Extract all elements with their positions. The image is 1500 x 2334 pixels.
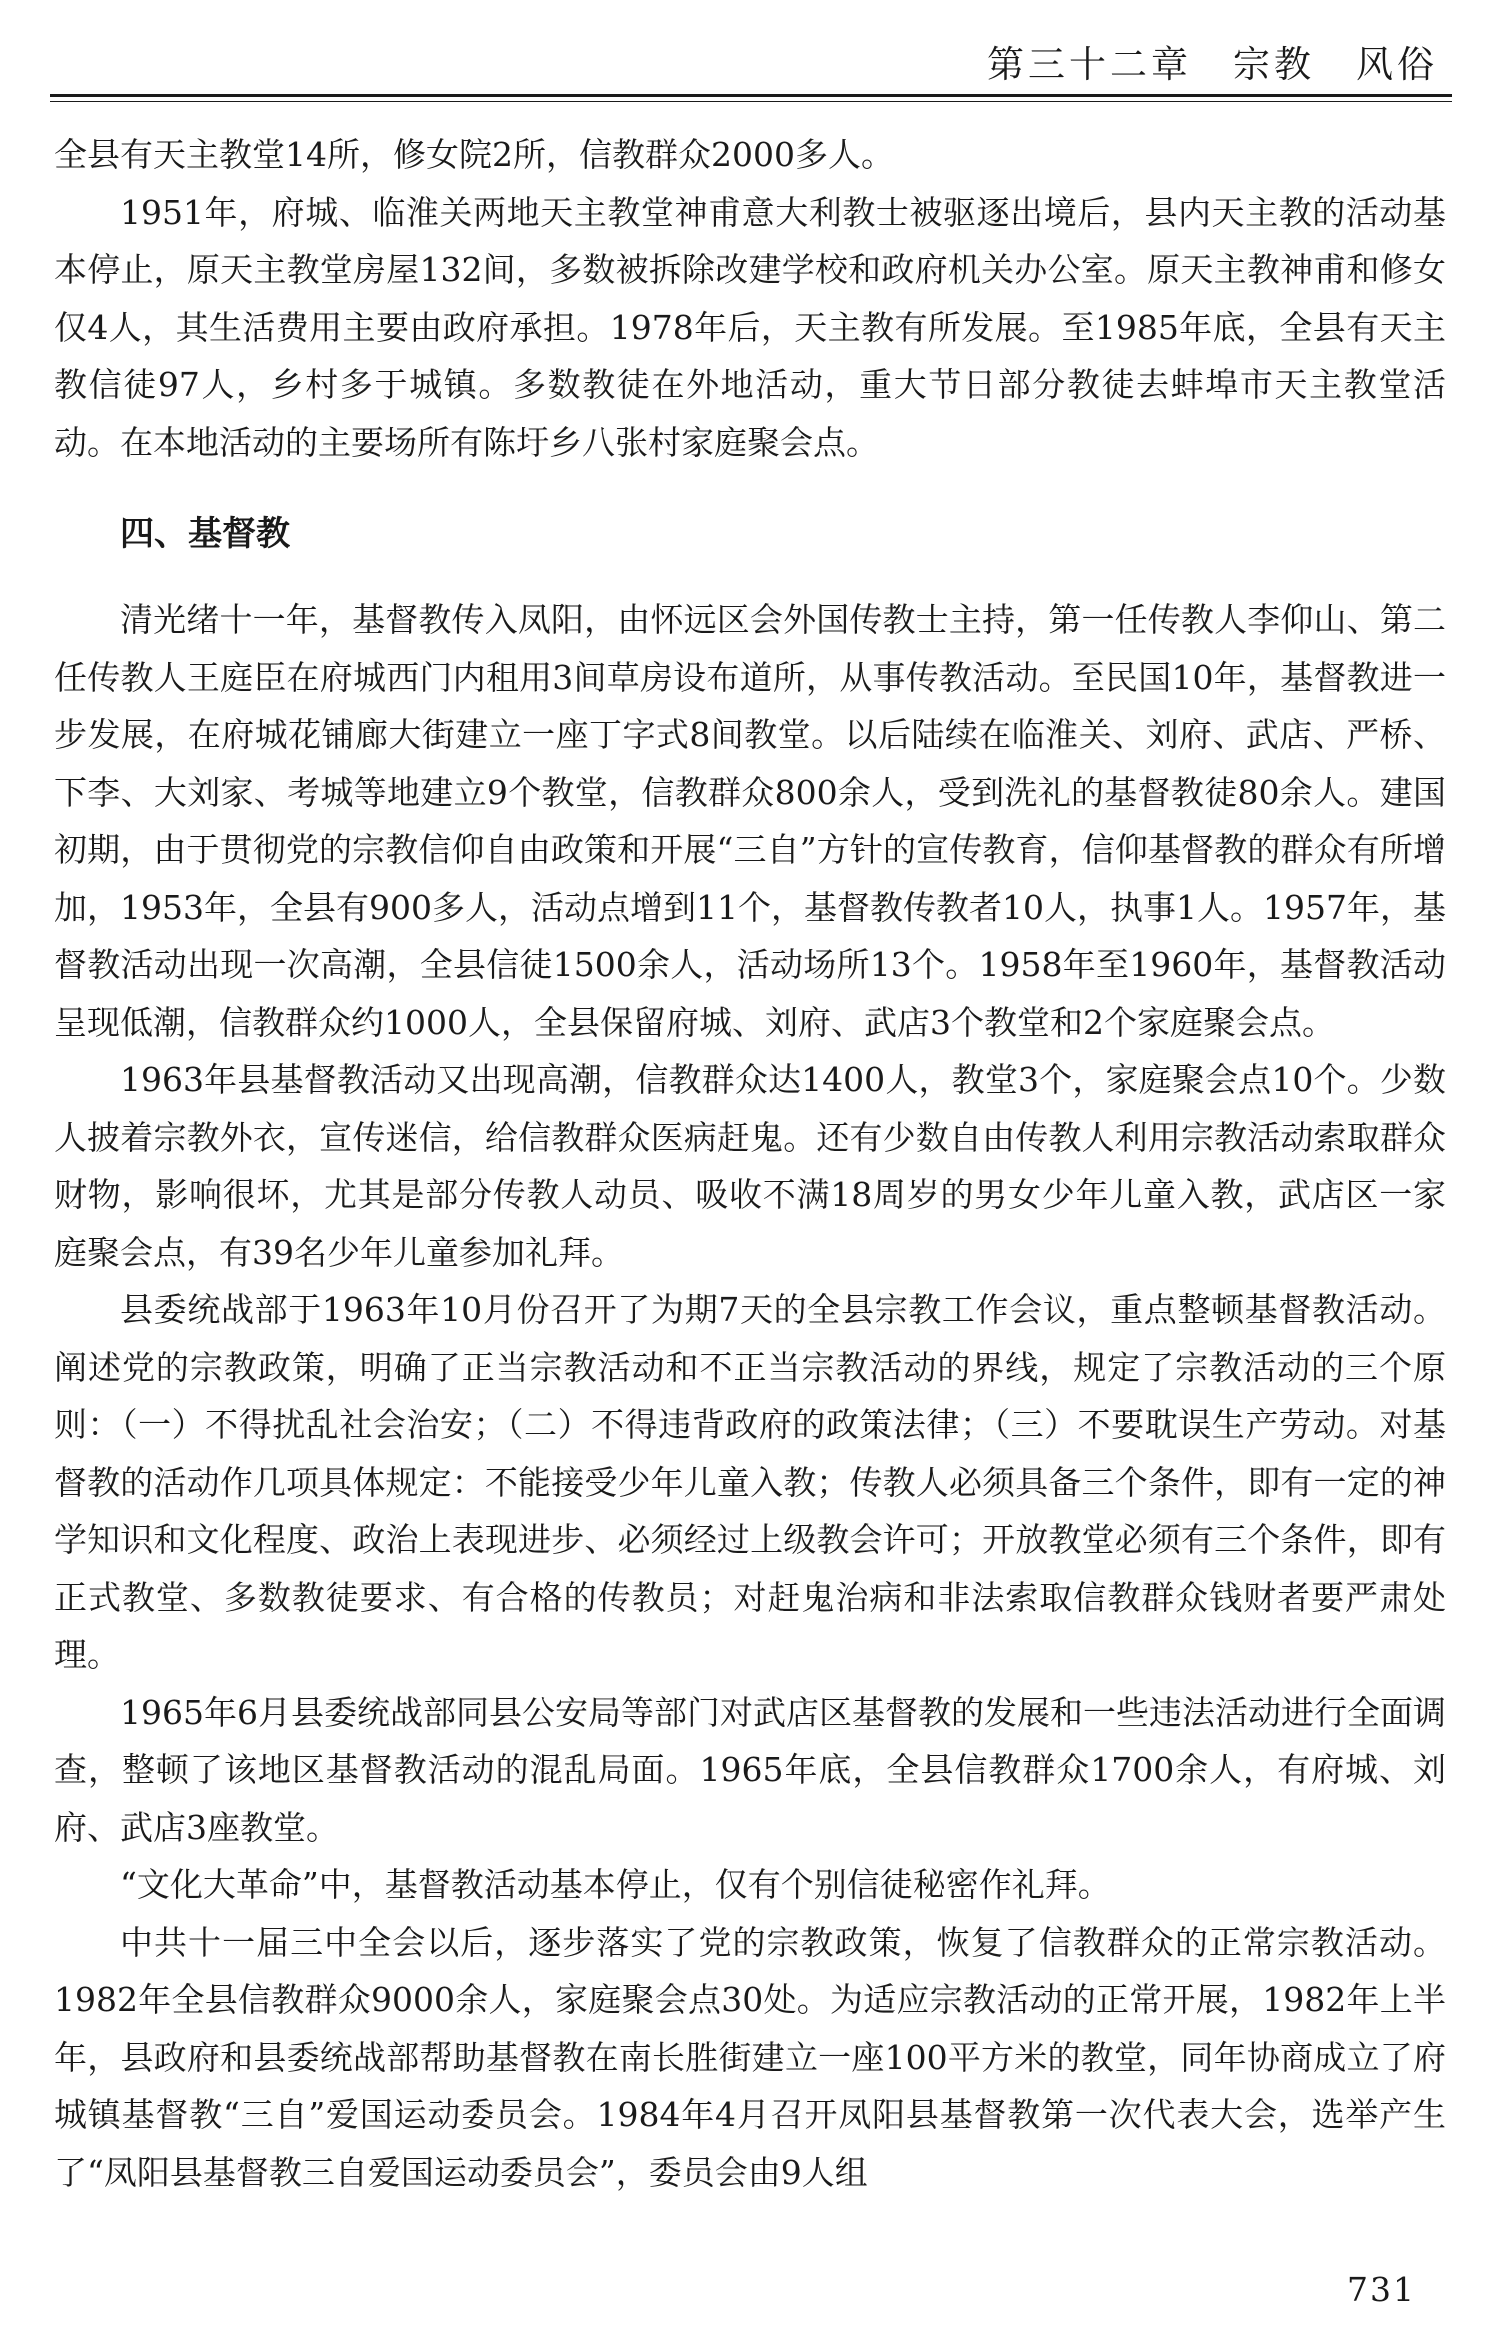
header-rule-thick	[50, 94, 1452, 97]
paragraph-5: 县委统战部于1963年10月份召开了为期7天的全县宗教工作会议，重点整顿基督教活动。阐述党的宗教政策，明确了正当宗教活动和不正当宗教活动的界线，规定了宗教活动的三个原则：（一）不得扰乱社会治安；（二）不得违背政府的政策法律；（三）不要耽误生产劳动。对基督教的活动作几项具体规定：不能接受少年儿童入教；传教人必须具备三个条件，即有一定的神学知识和文化程度、政治上表现进步、必须经过上级教会许可；开放教堂必须有三个条件，即有正式教堂、多数教徒要求、有合格的传教员；对赶鬼治病和非法索取信教群众钱财者要严肃处理。	[54, 1290, 1446, 1674]
section-heading: 四、基督教	[120, 514, 290, 554]
paragraph-3: 清光绪十一年，基督教传入凤阳，由怀远区会外国传教士主持，第一任传教人李仰山、第二任传教人王庭臣在府城西门内租用3间草房设布道所，从事传教活动。至民国10年，基督教进一步发展，在府城花铺廊大街建立一座丁字式8间教堂。以后陆续在临淮关、刘府、武店、严桥、下李、大刘家、考城等地建立9个教堂，信教群众800余人，受到洗礼的基督教徒80余人。建国初期，由于贯彻党的宗教信仰自由政策和开展“三自”方针的宣传教育，信仰基督教的群众有所增加，1953年，全县有900多人，活动点增到11个，基督教传教者10人，执事1人。1957年，基督教活动出现一次高潮，全县信徒1500余人，活动场所13个。1958年至1960年，基督教活动呈现低潮，信教群众约1000人，全县保留府城、刘府、武店3个教堂和2个家庭聚会点。	[54, 600, 1446, 1042]
paragraph-4: 1963年县基督教活动又出现高潮，信教群众达1400人，教堂3个，家庭聚会点10个。少数人披着宗教外衣，宣传迷信，给信教群众医病赶鬼。还有少数自由传教人利用宗教活动索取群众财物，影响很坏，尤其是部分传教人动员、吸收不满18周岁的男女少年儿童入教，武店区一家庭聚会点，有39名少年儿童参加礼拜。	[54, 1060, 1446, 1272]
paragraph-2: 1951年，府城、临淮关两地天主教堂神甫意大利教士被驱逐出境后，县内天主教的活动基本停止，原天主教堂房屋132间，多数被拆除改建学校和政府机关办公室。原天主教神甫和修女仅4人，其生活费用主要由政府承担。1978年后，天主教有所发展。至1985年底，全县有天主教信徒97人，乡村多于城镇。多数教徒在外地活动，重大节日部分教徒去蚌埠市天主教堂活动。在本地活动的主要场所有陈圩乡八张村家庭聚会点。	[54, 192, 1446, 462]
paragraph-7: “文化大革命”中，基督教活动基本停止，仅有个别信徒秘密作礼拜。	[120, 1865, 1111, 1904]
header-rule-thin	[50, 101, 1452, 102]
paragraph-6: 1965年6月县委统战部同县公安局等部门对武店区基督教的发展和一些违法活动进行全面调查，整顿了该地区基督教活动的混乱局面。1965年底，全县信教群众1700余人，有府城、刘府、武店3座教堂。	[54, 1692, 1446, 1847]
paragraph-1: 全县有天主教堂14所，修女院2所，信教群众2000多人。	[54, 135, 894, 174]
page-number: 731	[1347, 2270, 1416, 2309]
running-header: 第三十二章 宗教 风俗	[987, 43, 1438, 86]
paragraph-8: 中共十一届三中全会以后，逐步落实了党的宗教政策，恢复了信教群众的正常宗教活动。1982年全县信教群众9000余人，家庭聚会点30处。为适应宗教活动的正常开展，1982年上半年，县政府和县委统战部帮助基督教在南长胜街建立一座100平方米的教堂，同年协商成立了府城镇基督教“三自”爱国运动委员会。1984年4月召开凤阳县基督教第一次代表大会，选举产生了“凤阳县基督教三自爱国运动委员会”，委员会由9人组	[54, 1922, 1446, 2192]
page-body	[54, 126, 1446, 2201]
